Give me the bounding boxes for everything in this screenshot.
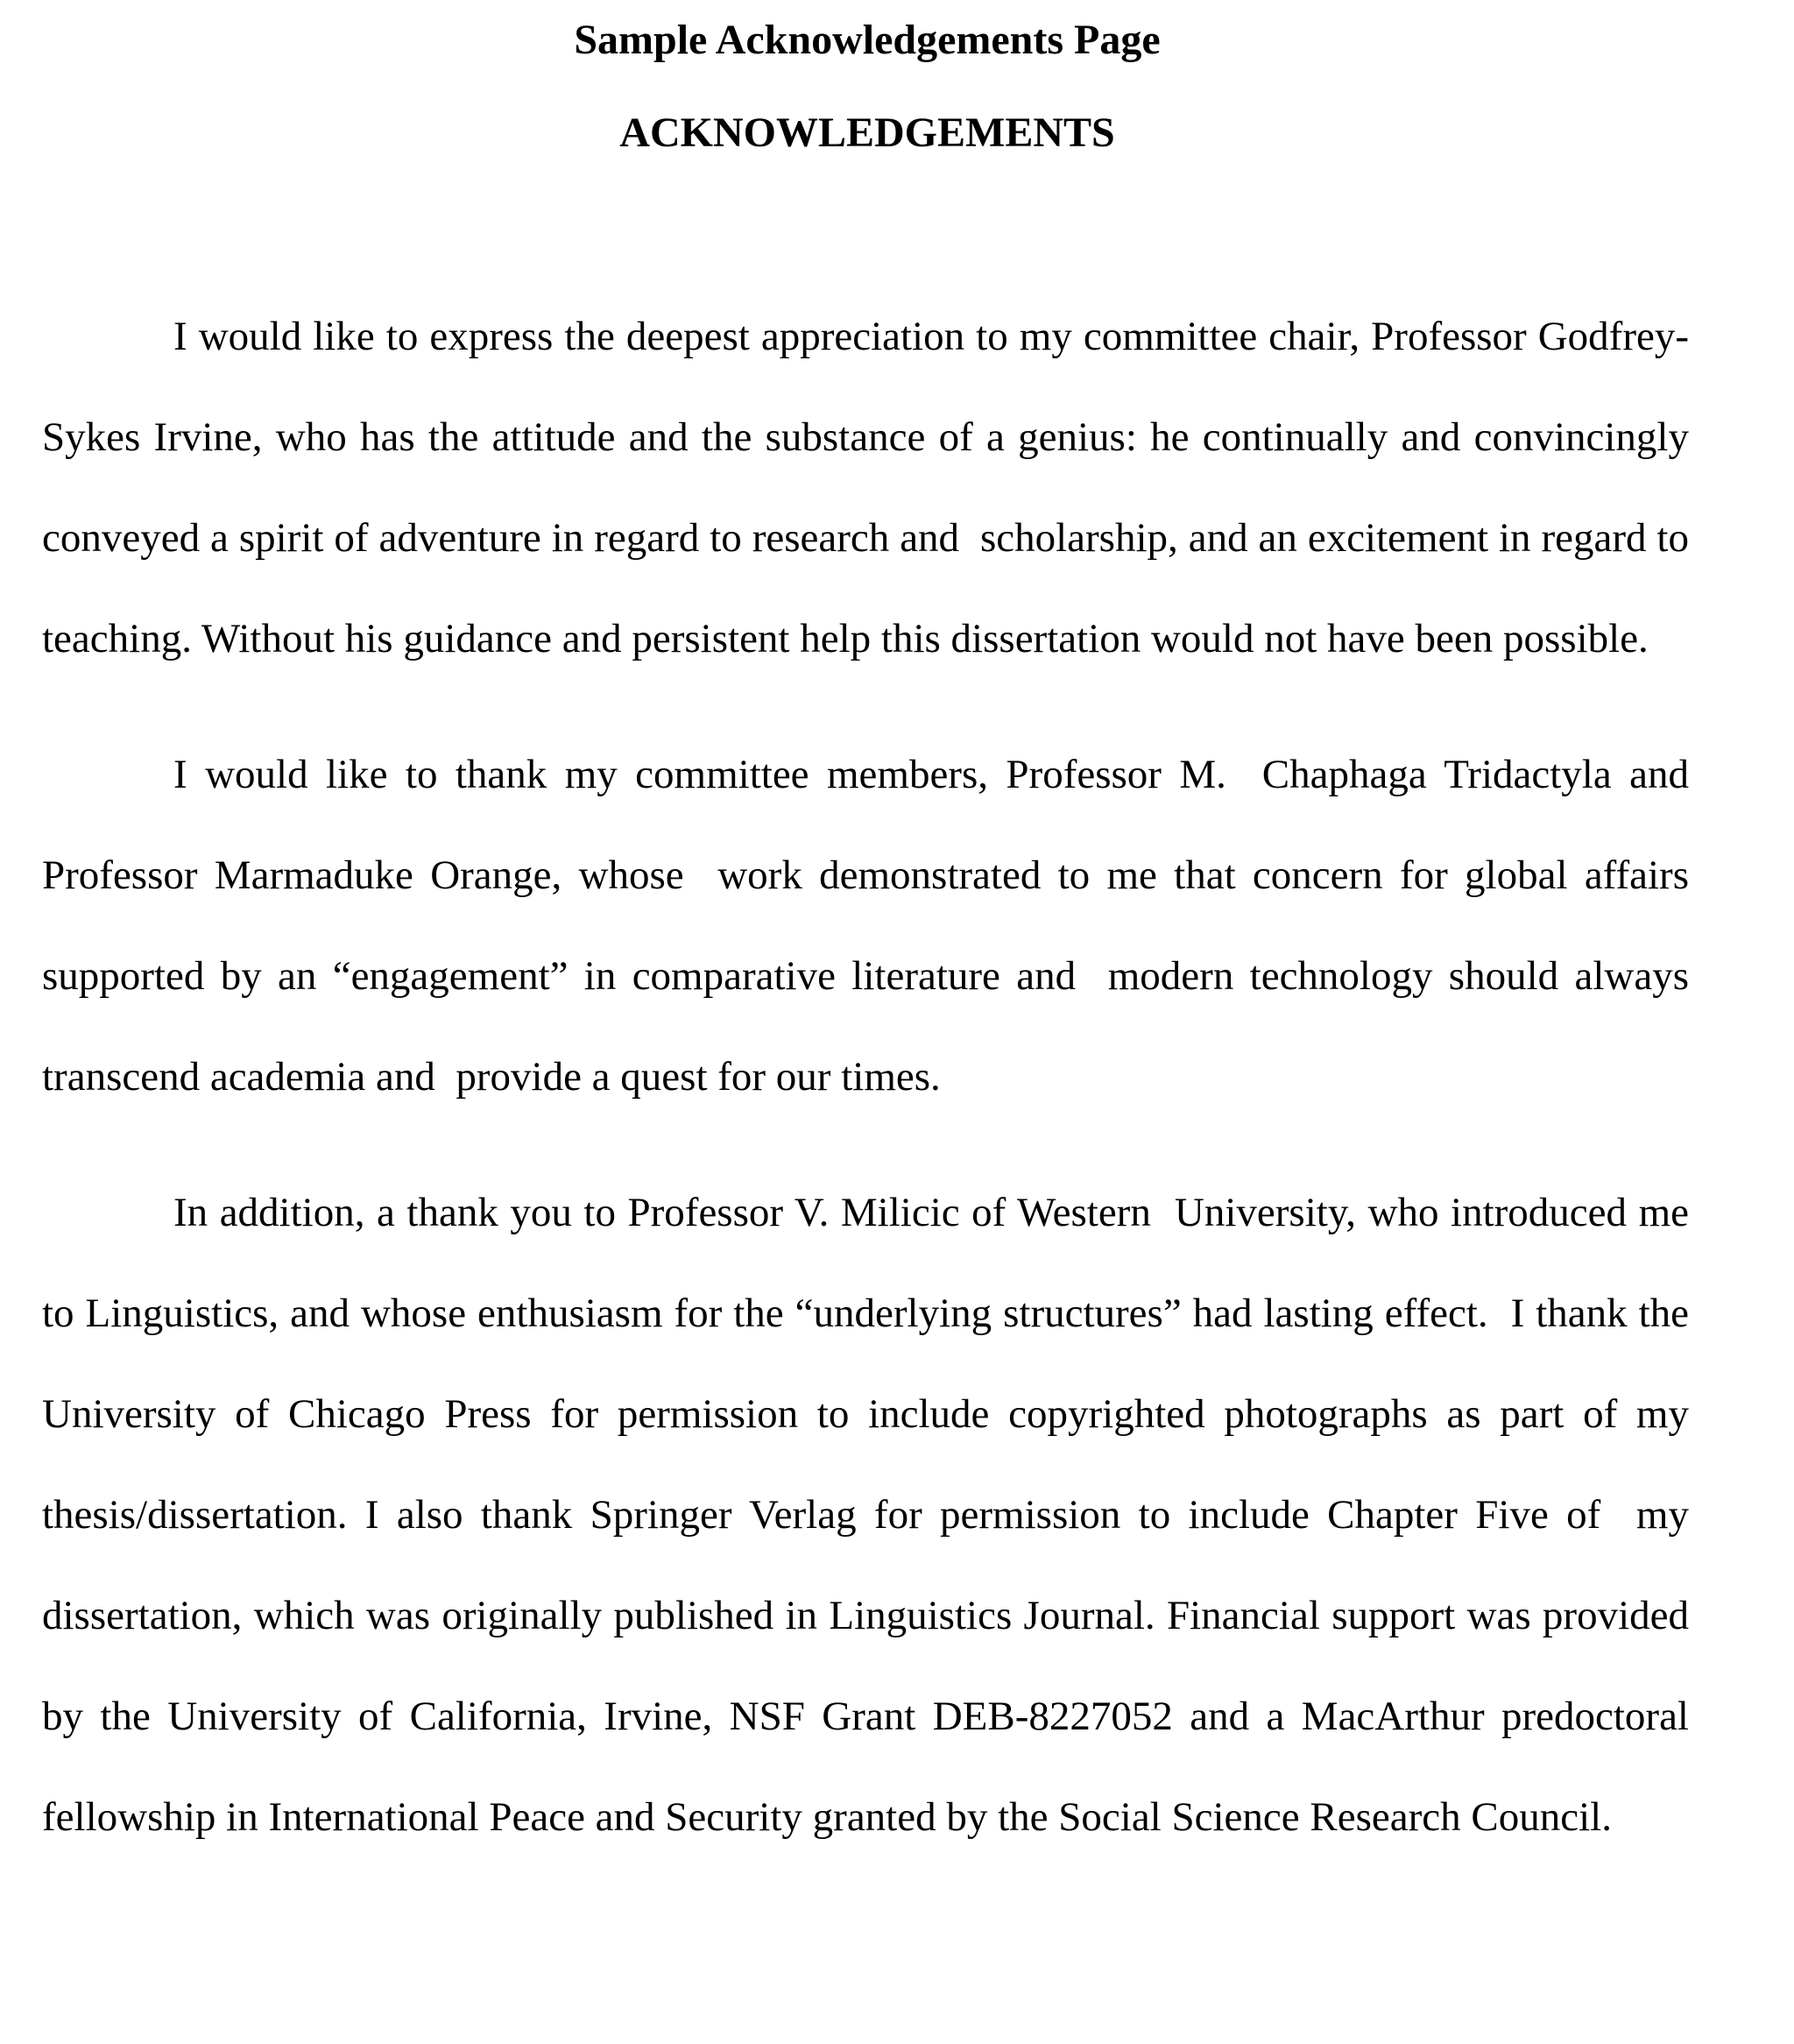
paragraph-committee-chair: I would like to express the deepest appreciation to my committee chair, Professor Godfrey-Sykes Irvine, who has the attitude and the substance of a genius: he continually and convincingly conveyed a spirit of adventure in regard to research and scholarship, and an excitement in regard to teaching. Without his guidance and persistent help this dissertation would not have been possible. <box>42 314 1699 661</box>
acknowledgements-body <box>42 286 1710 1868</box>
paragraph-additional-thanks: In addition, a thank you to Professor V. Milicic of Western University, who introduced me to Linguistics, and whose enthusiasm for the “underlying structures” had lasting effect. I thank the University of Chicago Press for permission to include copyrighted photographs as part of my thesis/dissertation. I also thank Springer Verlag for permission to include Chapter Five of my dissertation, which was originally published in Linguistics Journal. Financial support was provided by the University of California, Irvine, NSF Grant DEB-8227052 and a MacArthur predoctoral fellowship in International Peace and Security granted by the Social Science Research Council. <box>42 1190 1699 1840</box>
page-title: ACKNOWLEDGEMENTS <box>619 110 1115 156</box>
page-label: Sample Acknowledgements Page <box>574 17 1161 63</box>
paragraph-committee-members: I would like to thank my committee members, Professor M. Chaphaga Tridactyla and Professor Marmaduke Orange, whose work demonstrated to me that concern for global affairs supported by an “engagement” in comparative literature and modern technology should always transcend academia and provide a quest for our times. <box>42 752 1710 1100</box>
